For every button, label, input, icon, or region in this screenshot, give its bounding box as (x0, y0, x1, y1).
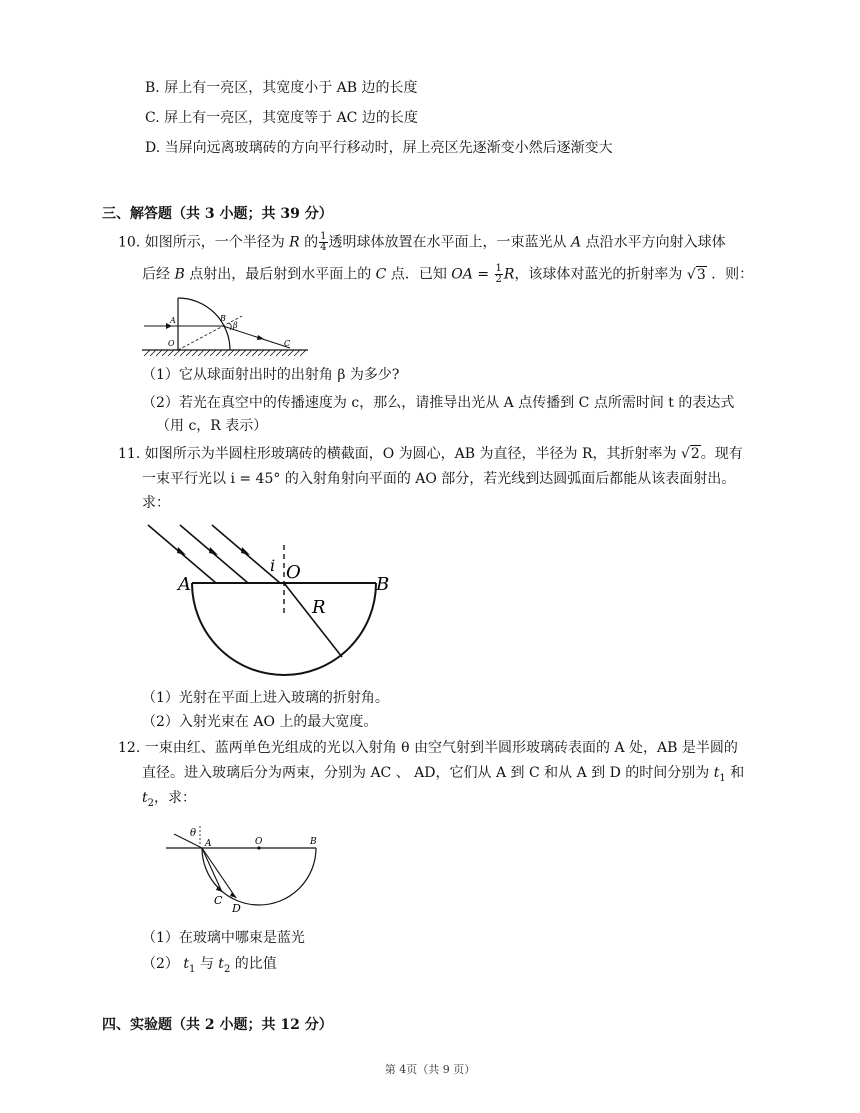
fraction-half: $\frac{1}{2}$ (495, 263, 502, 285)
q11-label-r: R (312, 597, 326, 618)
option-b: B. 屏上有一亮区，其宽度小于 AB 边的长度 (145, 80, 418, 96)
q12-line-2: 直径。进入玻璃后分为两束，分别为 AC 、 AD，它们从 A 到 C 和从 A 到 D 的时间分别为 $t_1$ 和 (142, 765, 745, 784)
q11-label-o: O (286, 562, 301, 583)
q11-line-1: 11. 如图所示为半圆柱形玻璃砖的横截面，O 为圆心，AB 为直径，半径为 R，其折射率为 √2。现有 (118, 446, 743, 462)
page-footer: 第 4页（共 9 页） (384, 1063, 476, 1076)
q12-sub-2: （2） $t_1$ 与 $t_2$ 的比值 (142, 956, 277, 975)
sqrt-2: √2 (680, 446, 700, 462)
q10-line-1: 10. 如图所示，一个半径为 R 的 $\frac{1}{4}$ 透明球体放置在水平面上，一束蓝光从 A 点沿水平方向射入球体 (118, 231, 726, 253)
q10-sub-2-cont: （用 c，R 表示） (156, 418, 268, 434)
q12-label-c: C (214, 894, 223, 907)
section-heading-4: 四、实验题（共 2 小题；共 12 分） (102, 1017, 333, 1033)
q10-sub-2: （2）若光在真空中的传播速度为 c，那么，请推导出光从 A 点传播到 C 点所需时间 t 的表达式 (142, 395, 735, 411)
q12-label-a: A (205, 839, 212, 849)
q10-label-o: O (168, 339, 175, 348)
q10-label-c: C (284, 339, 291, 348)
q12-line-1: 12. 一束由红、蓝两单色光组成的光以入射角 θ 由空气射到半圆形玻璃砖表面的 A 处，AB 是半圆的 (118, 740, 738, 756)
option-c: C. 屏上有一亮区，其宽度等于 AC 边的长度 (145, 110, 418, 126)
q12-diagram (160, 822, 330, 918)
q10-label-b: B (220, 314, 226, 323)
q11-diagram (140, 515, 400, 680)
q11-line-2: 一束平行光以 i = 45° 的入射角射向平面的 AO 部分，若光线到达圆弧面后都能从该表面射出。 (142, 471, 736, 487)
q11-label-i: i (270, 556, 276, 575)
q10-label-a: A (170, 316, 176, 325)
q10-line-2: 后经 B 点射出，最后射到水平面上的 C 点．已知 OA = $\frac{1}{2}$ R，该球体对蓝光的折射率为 √3 ．则： (142, 263, 754, 285)
section-heading-3: 三、解答题（共 3 小题；共 39 分） (102, 206, 333, 222)
sqrt-3: √3 (686, 266, 706, 283)
q10-label-beta: β (233, 321, 238, 330)
q10-diagram (140, 290, 310, 358)
q11-label-b: B (376, 574, 390, 595)
q11-sub-2: （2）入射光束在 AO 上的最大宽度。 (142, 714, 378, 730)
q12-label-o: O (255, 837, 263, 847)
q11-sub-1: （1）光射在平面上进入玻璃的折射角。 (142, 690, 389, 706)
q12-label-theta: θ (190, 828, 197, 839)
q11-line-3: 求： (142, 495, 170, 511)
q12-sub-1: （1）在玻璃中哪束是蓝光 (142, 930, 305, 946)
q11-label-a: A (178, 574, 191, 595)
option-d: D. 当屏向远离玻璃砖的方向平行移动时，屏上亮区先逐渐变小然后逐渐变大 (145, 140, 613, 156)
q12-label-d: D (232, 902, 241, 915)
q10-sub-1: （1）它从球面射出时的出射角 β 为多少? (142, 367, 400, 383)
q12-line-3: $t_2$，求： (142, 790, 197, 809)
fraction-quarter: $\frac{1}{4}$ (320, 231, 327, 253)
q12-label-b: B (310, 837, 317, 847)
